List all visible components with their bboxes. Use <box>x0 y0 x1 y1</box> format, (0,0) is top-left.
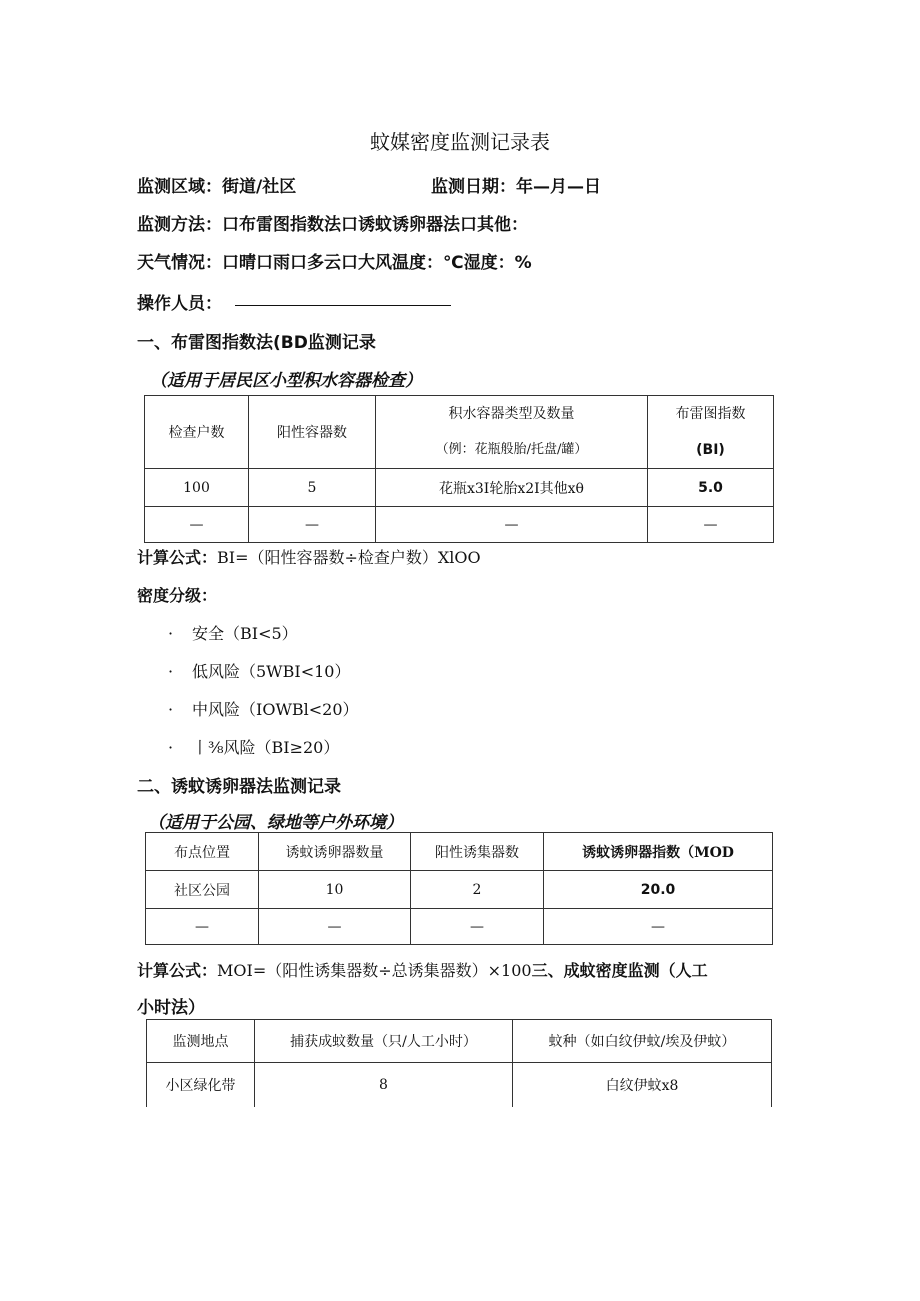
section3-heading: 三、成蚊密度监测（人工 <box>531 961 708 980</box>
header-trap-count: 诱蚊诱卵器数量 <box>259 833 411 871</box>
cell-empty: — <box>544 909 773 945</box>
cell-households: 100 <box>145 469 249 507</box>
header-mosquito-ovitrap-index: 诱蚊诱卵器指数（MOD <box>544 833 773 871</box>
cell-catch-count: 8 <box>255 1063 513 1107</box>
formula-label: 计算公式： <box>137 961 218 980</box>
page-title: 蚊媒密度监测记录表 <box>370 130 550 154</box>
cell-species: 白纹伊蚊x8 <box>513 1063 772 1107</box>
cell-empty: — <box>411 909 544 945</box>
monitoring-area-field: 监测区域：街道/社区 <box>137 177 297 197</box>
cell-empty: — <box>249 507 376 543</box>
cell-container-types: 花瓶x3I轮胎x2I其他xθ <box>376 469 648 507</box>
monitoring-date-field: 监测日期：年—月—日 <box>431 177 601 197</box>
cell-positive-traps: 2 <box>411 871 544 909</box>
table-header-row <box>145 396 774 469</box>
cell-empty: — <box>259 909 411 945</box>
formula-label: 计算公式： <box>137 548 218 567</box>
section3-heading-cont: 小时法） <box>137 998 205 1018</box>
header-container-types-line1: 积水容器类型及数量 <box>448 406 575 422</box>
formula-text: MOI=（阳性诱集器数÷总诱集器数）×100 <box>217 961 532 980</box>
grade-item-low: · 低风险（5WBI<10） <box>168 662 351 681</box>
operator-underline <box>235 305 451 306</box>
adult-mosquito-table <box>146 1019 772 1107</box>
cell-breteau-index: 5.0 <box>648 469 774 507</box>
cell-empty: — <box>648 507 774 543</box>
table-row <box>146 909 773 945</box>
section1-subheading: （适用于居民区小型积水容器检查） <box>150 371 422 391</box>
header-breteau-index-line2: (BI) <box>696 442 725 458</box>
header-location: 布点位置 <box>146 833 259 871</box>
table-row <box>146 871 773 909</box>
cell-empty: — <box>146 909 259 945</box>
table-header-row <box>147 1020 772 1063</box>
grade-item-safe: · 安全（BI<5） <box>168 624 298 643</box>
monitoring-method-field: 监测方法：口布雷图指数法口诱蚊诱卵器法口其他： <box>137 215 528 235</box>
operator-field: 操作人员： <box>137 294 222 314</box>
cell-empty: — <box>376 507 648 543</box>
section2-heading: 二、诱蚊诱卵器法监测记录 <box>137 777 341 797</box>
header-catch-count: 捕获成蚊数量（只/人工小时） <box>255 1020 513 1063</box>
section1-heading: 一、布雷图指数法(BD监测记录 <box>137 333 376 353</box>
ovitrap-index-table <box>145 832 773 945</box>
cell-location: 社区公园 <box>146 871 259 909</box>
table-header-row <box>146 833 773 871</box>
grade-item-medium: · 中风险（IOWBl<20） <box>168 700 359 719</box>
cell-empty: — <box>145 507 249 543</box>
grade-item-high: · 丨⅜风险（BI≥20） <box>168 738 340 757</box>
breteau-index-table <box>144 395 774 543</box>
grading-label: 密度分级： <box>137 586 218 605</box>
header-positive-traps: 阳性诱集器数 <box>411 833 544 871</box>
section2-formula <box>137 958 708 981</box>
formula-text: BI=（阳性容器数÷检查户数）XlOO <box>217 548 481 567</box>
table-row <box>145 507 774 543</box>
section2-subheading: （适用于公园、绿地等户外环境） <box>148 813 403 833</box>
table-row <box>147 1063 772 1107</box>
header-breteau-index-line1: 布雷图指数 <box>675 406 746 422</box>
header-positive-containers: 阳性容器数 <box>249 396 376 469</box>
header-breteau-index <box>648 396 774 469</box>
cell-positive-containers: 5 <box>249 469 376 507</box>
table-row <box>145 469 774 507</box>
cell-site: 小区绿化带 <box>147 1063 255 1107</box>
cell-trap-count: 10 <box>259 871 411 909</box>
header-households: 检查户数 <box>145 396 249 469</box>
header-container-types-example: （例：花瓶般胎/托盘/罐） <box>435 442 588 457</box>
header-container-types <box>376 396 648 469</box>
section1-formula <box>137 545 481 568</box>
weather-field: 天气情况：口晴口雨口多云口大风温度：℃湿度：% <box>137 253 532 273</box>
header-site: 监测地点 <box>147 1020 255 1063</box>
header-species: 蚊种（如白纹伊蚊/埃及伊蚊） <box>513 1020 772 1063</box>
cell-mosquito-ovitrap-index: 20.0 <box>544 871 773 909</box>
